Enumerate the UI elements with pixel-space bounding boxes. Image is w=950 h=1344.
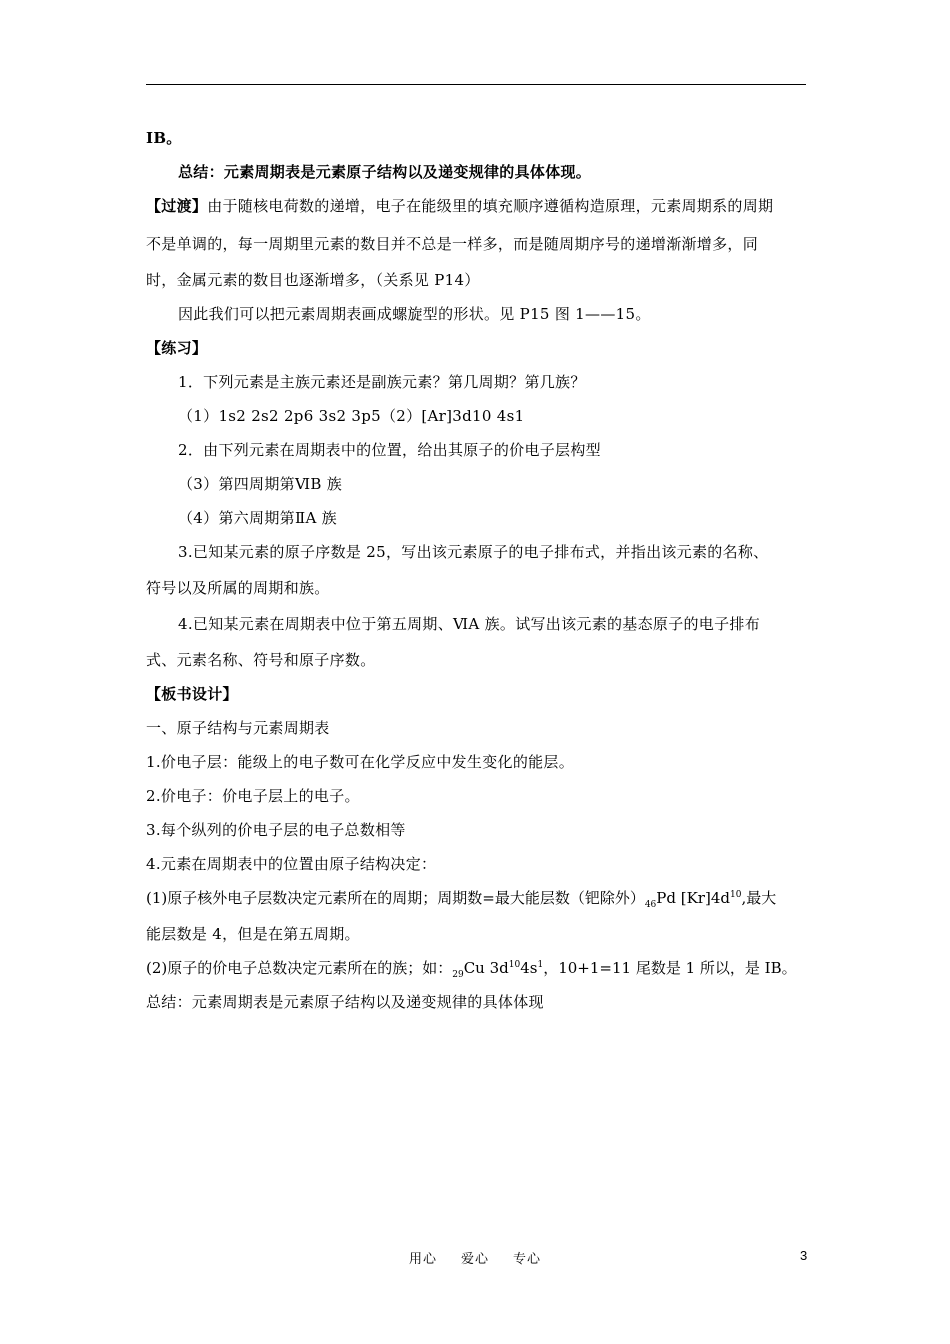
exercise-line: 2．由下列元素在周期表中的位置，给出其原子的价电子层构型 [178, 441, 601, 459]
exercise-line: （3）第四周期第ⅥB 族 [178, 475, 343, 493]
text-line: 一、原子结构与元素周期表 [146, 719, 330, 737]
text-line: 因此我们可以把元素周期表画成螺旋型的形状。见 P15 图 1——15。 [178, 305, 651, 323]
page-number: 3 [800, 1248, 808, 1263]
exercise-line: 1．下列元素是主族元素还是副族元素？第几周期？第几族？ [178, 373, 586, 391]
text-span: ,最大 [741, 889, 777, 907]
exercise-line: 符号以及所属的周期和族。 [146, 579, 330, 597]
text-line: 能层数是 4，但是在第五周期。 [146, 925, 360, 943]
exercise-line: （1）1s2 2s2 2p6 3s2 3p5（2）[Ar]3d10 4s1 [178, 407, 525, 425]
text-span: Cu 3d [463, 959, 509, 977]
text-span: ，10+1=11 尾数是 1 所以，是 IB。 [543, 959, 797, 977]
text-span: 由于随核电荷数的递增，电子在能级里的填充顺序遵循构造原理，元素周期系的周期 [207, 197, 774, 215]
section-heading: 【过渡】 [146, 197, 208, 215]
text-line: IB。 [146, 129, 182, 147]
text-line: 2.价电子：价电子层上的电子。 [146, 787, 360, 805]
text-span: Pd [Kr]4d [656, 889, 730, 907]
text-line: 4.元素在周期表中的位置由原子结构决定： [146, 855, 437, 873]
electron-count: 1 [537, 960, 544, 970]
text-line: 不是单调的，每一周期里元素的数目并不总是一样多，而是随周期序号的递增渐渐增多，同 [146, 235, 759, 253]
text-span: 4s [520, 959, 538, 977]
exercise-line: 3.已知某元素的原子序数是 25，写出该元素原子的电子排布式，并指出该元素的名称、 [178, 543, 769, 561]
footer-text: 用心 [408, 1252, 437, 1267]
text-line [146, 958, 806, 978]
text-line: 3.每个纵列的价电子层的电子总数相等 [146, 821, 406, 839]
exercise-line: 式、元素名称、符号和原子序数。 [146, 651, 376, 669]
footer-text: 爱心 [460, 1252, 489, 1267]
footer-text: 专心 [513, 1252, 542, 1267]
text-span: (2)原子的价电子总数决定元素所在的族；如： [146, 959, 453, 977]
header-rule [146, 84, 806, 85]
page-footer [0, 1248, 950, 1267]
text-line: 总结：元素周期表是元素原子结构以及递变规律的具体体现 [146, 993, 544, 1011]
atomic-number: 29 [452, 970, 464, 980]
exercise-line: （4）第六周期第ⅡA 族 [178, 509, 337, 527]
atomic-number: 46 [644, 900, 657, 910]
exercise-line: 4.已知某元素在周期表中位于第五周期、ⅥA 族。试写出该元素的基态原子的电子排布 [178, 615, 761, 633]
summary-line: 总结：元素周期表是元素原子结构以及递变规律的具体体现。 [178, 163, 592, 181]
section-heading: 【练习】 [146, 339, 208, 357]
text-line [146, 888, 806, 908]
electron-count: 10 [508, 960, 521, 970]
text-line: 1.价电子层：能级上的电子数可在化学反应中发生变化的能层。 [146, 753, 575, 771]
text-line: 时，金属元素的数目也逐渐增多，（关系见 P14） [146, 271, 480, 289]
text-span: (1)原子核外电子层数决定元素所在的周期；周期数=最大能层数（钯除外） [146, 889, 645, 907]
text-line [146, 196, 806, 216]
section-heading: 【板书设计】 [146, 685, 238, 703]
electron-count: 10 [729, 890, 742, 900]
